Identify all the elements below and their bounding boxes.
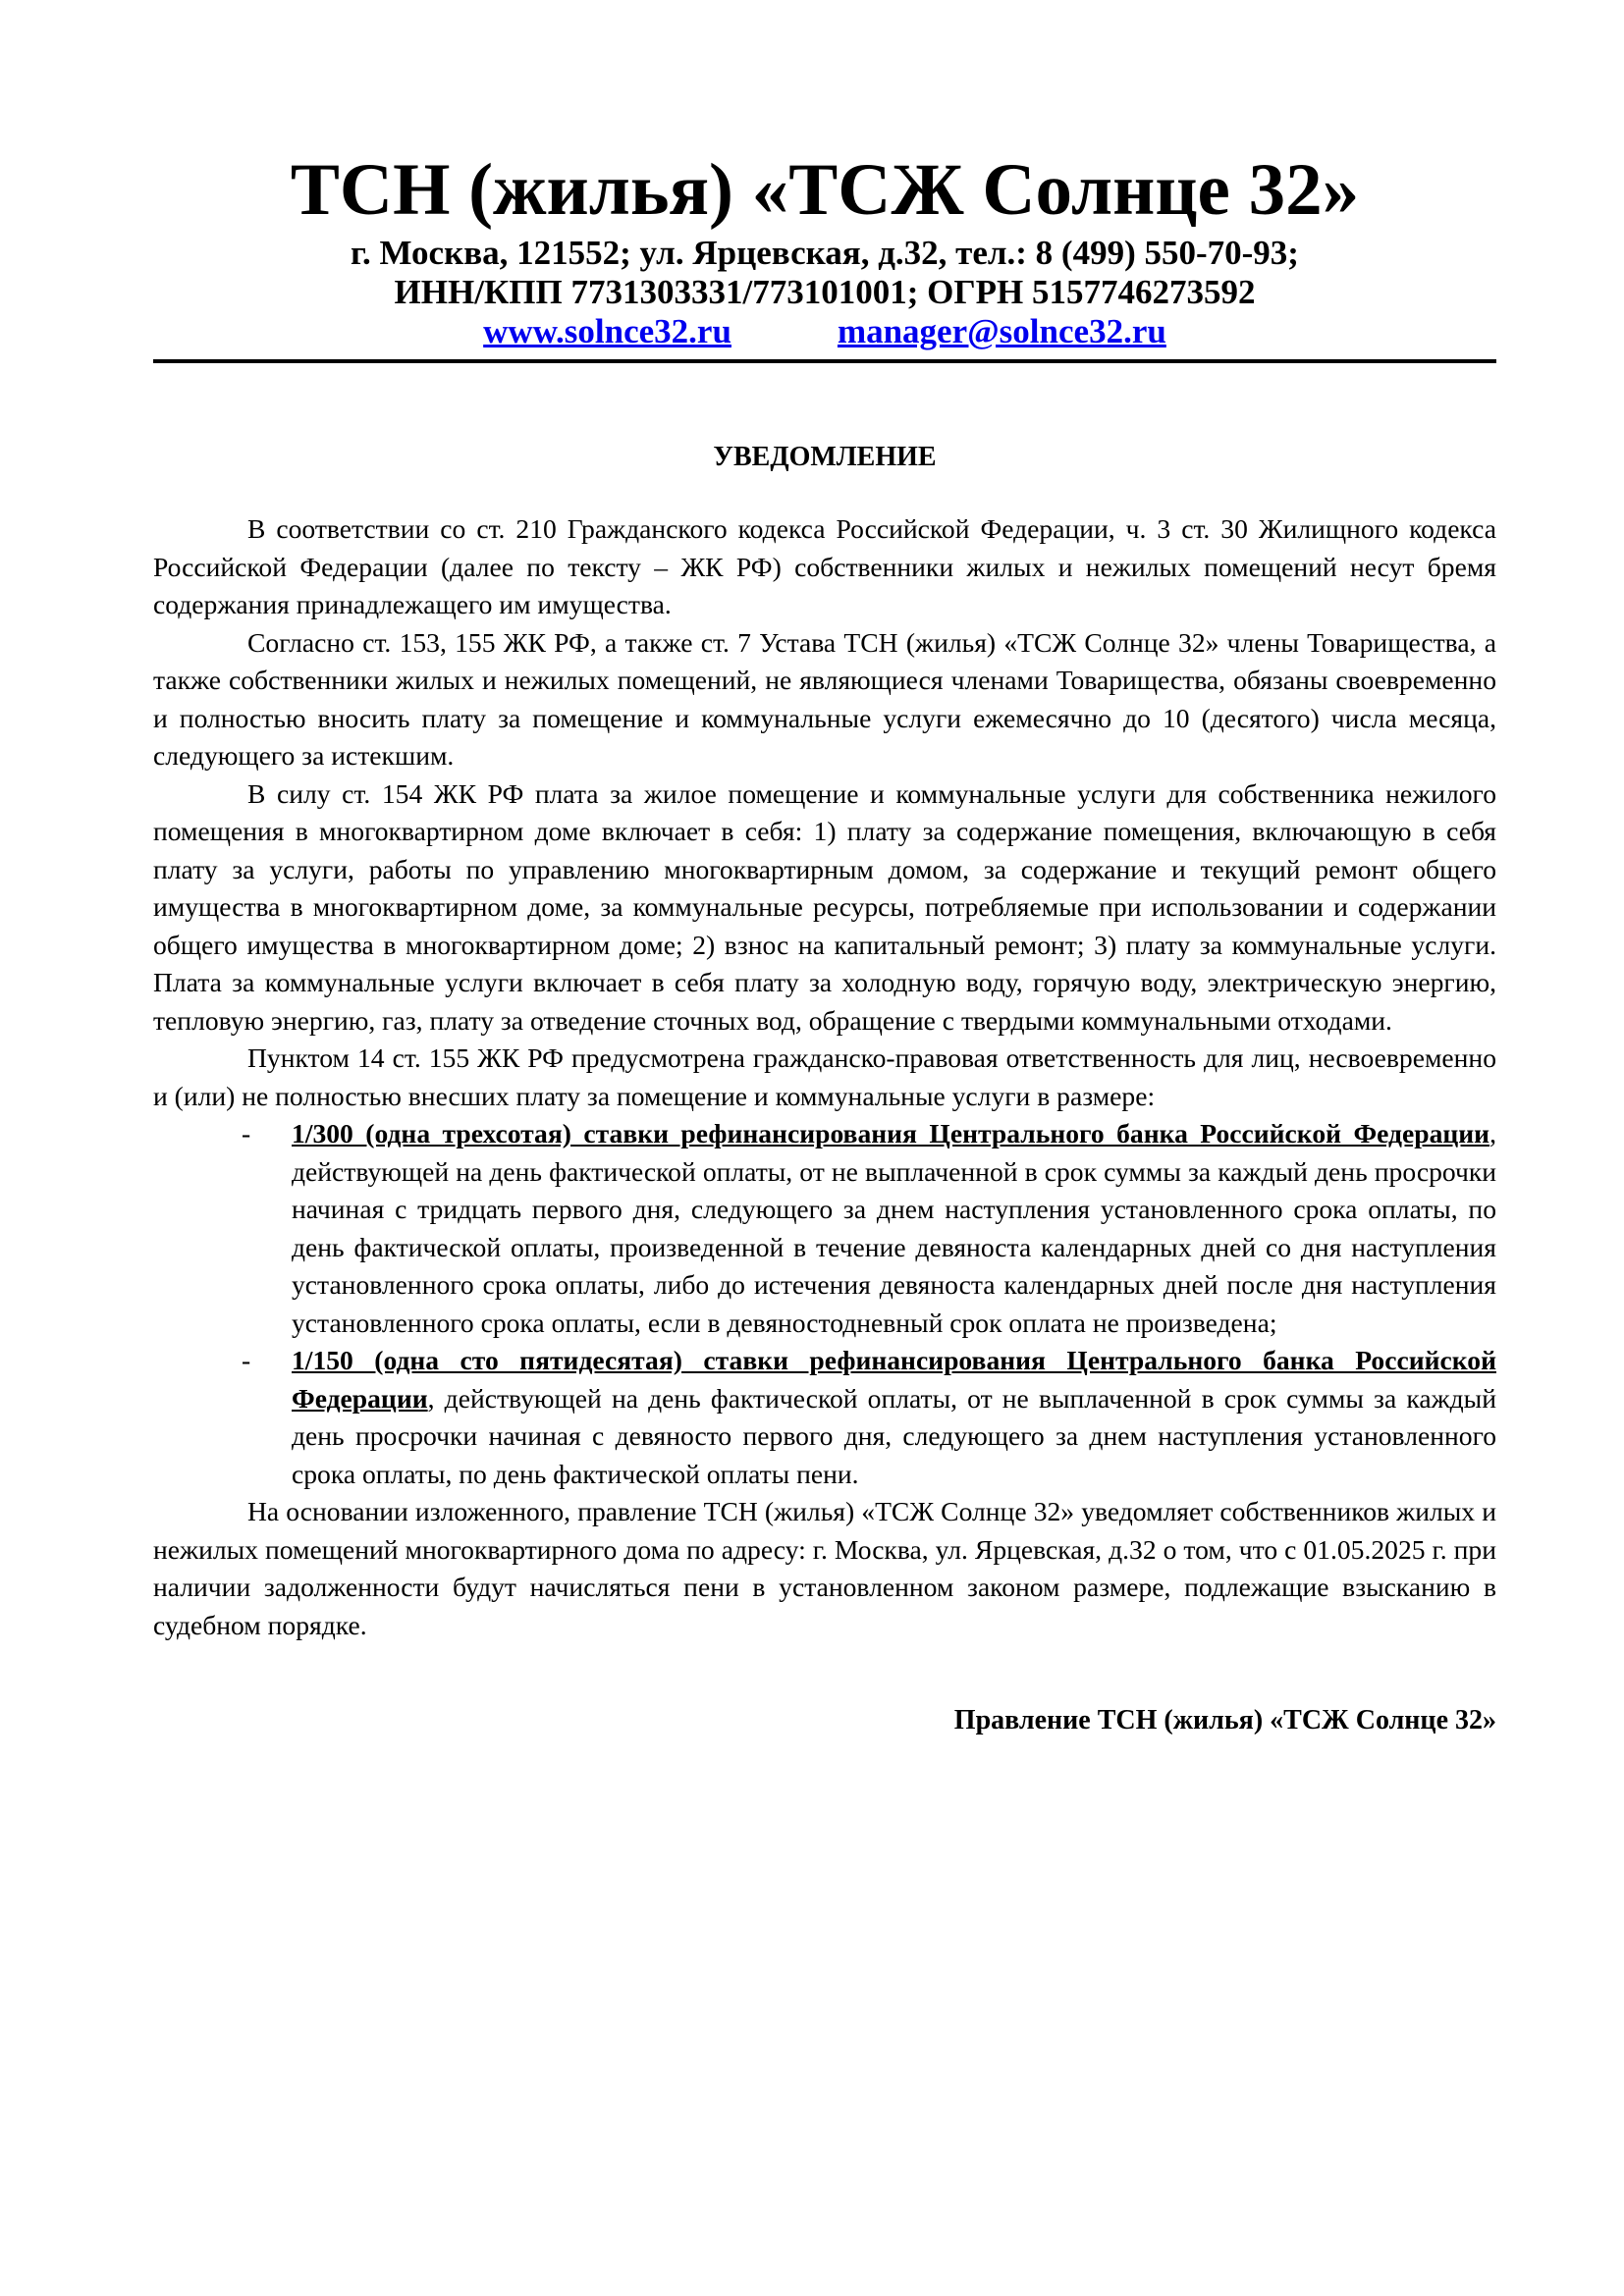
document-page bbox=[153, 147, 1496, 1738]
organization-ids: ИНН/КПП 7731303331/773101001; ОГРН 5157746273592 bbox=[394, 273, 1256, 311]
list-item-text: , действующей на день фактической оплаты, от не выплаченной в срок суммы за каждый день просрочки начиная с тридцать первого дня, следующего за днем наступления установленного срока оплаты, по день фактической оплаты, произведенной в течение девяноста календарных дней со дня наступления установленного срока оплаты, либо до истечения девяноста календарных дней после дня наступления установленного срока оплаты, если в девяностодневный срок оплата не произведена; bbox=[292, 1118, 1496, 1338]
paragraph-1: В соответствии со ст. 210 Гражданского кодекса Российской Федерации, ч. 3 ст. 30 Жилищного кодекса Российской Федерации (далее по тексту – ЖК РФ) собственники жилых и нежилых помещений несут бремя содержания принадлежащего им имущества. bbox=[153, 513, 1496, 619]
letterhead-divider bbox=[153, 359, 1496, 363]
list-item bbox=[153, 1115, 1496, 1342]
penalty-list bbox=[153, 1115, 1496, 1493]
list-item-emphasis: 1/150 (одна сто пятидесятая) ставки рефинансирования Центрального банка Российской Федерации bbox=[292, 1345, 1496, 1414]
paragraph-4: Пунктом 14 ст. 155 ЖК РФ предусмотрена гражданско-правовая ответственность для лиц, несвоевременно и (или) не полностью внесших плату за помещение и коммунальные услуги в размере: bbox=[153, 1042, 1496, 1111]
closing-paragraph: На основании изложенного, правление ТСН (жилья) «ТСЖ Солнце 32» уведомляет собственников жилых и нежилых помещений многоквартирного дома по адресу: г. Москва, ул. Ярцевская, д.32 о том, что с 01.05.2025 г. при наличии задолженности будут начисляться пени в установленном законом размере, подлежащие взысканию в судебном порядке. bbox=[153, 1496, 1496, 1640]
document-body bbox=[153, 510, 1496, 1644]
organization-address: г. Москва, 121552; ул. Ярцевская, д.32, тел.: 8 (499) 550-70-93; bbox=[351, 234, 1299, 272]
website-link[interactable]: www.solnce32.ru bbox=[483, 312, 731, 350]
list-bullet: - bbox=[242, 1345, 251, 1375]
list-bullet: - bbox=[242, 1118, 251, 1148]
list-item-emphasis: 1/300 (одна трехсотая) ставки рефинансирования Центрального банка Российской Федерации bbox=[292, 1118, 1490, 1148]
organization-name: ТСН (жилья) «ТСЖ Солнце 32» bbox=[290, 149, 1360, 231]
email-link[interactable]: manager@solnce32.ru bbox=[837, 312, 1166, 350]
organization-links bbox=[153, 312, 1496, 351]
paragraph-3: В силу ст. 154 ЖК РФ плата за жилое помещение и коммунальные услуги для собственника нежилого помещения в многоквартирном доме включает в себя: 1) плату за содержание помещения, включающую в себя плату за услуги, работы по управлению многоквартирным домом, за содержание и текущий ремонт общего имущества в многоквартирном доме, за коммунальные ресурсы, потребляемые при использовании и содержании общего имущества в многоквартирном доме; 2) взнос на капитальный ремонт; 3) плату за коммунальные услуги. Плата за коммунальные услуги включает в себя плату за холодную воду, горячую воду, электрическую энергию, тепловую энергию, газ, плату за отведение сточных вод, обращение с твердыми коммунальными отходами. bbox=[153, 777, 1496, 1036]
list-item-text: , действующей на день фактической оплаты, от не выплаченной в срок суммы за каждый день просрочки начиная с девяносто первого дня, следующего за днем наступления установленного срока оплаты, по день фактической оплаты пени. bbox=[292, 1382, 1496, 1489]
letterhead bbox=[153, 147, 1496, 363]
signature: Правление ТСН (жилья) «ТСЖ Солнце 32» bbox=[953, 1705, 1496, 1735]
paragraph-2: Согласно ст. 153, 155 ЖК РФ, а также ст. 7 Устава ТСН (жилья) «ТСЖ Солнце 32» члены Товарищества, а также собственники жилых и нежилых помещений, не являющиеся членами Товарищества, обязаны своевременно и полностью вносить плату за помещение и коммунальные услуги ежемесячно до 10 (десятого) числа месяца, следующего за истекшим. bbox=[153, 626, 1496, 771]
document-title: УВЕДОМЛЕНИЕ bbox=[713, 442, 937, 472]
list-item bbox=[153, 1342, 1496, 1493]
